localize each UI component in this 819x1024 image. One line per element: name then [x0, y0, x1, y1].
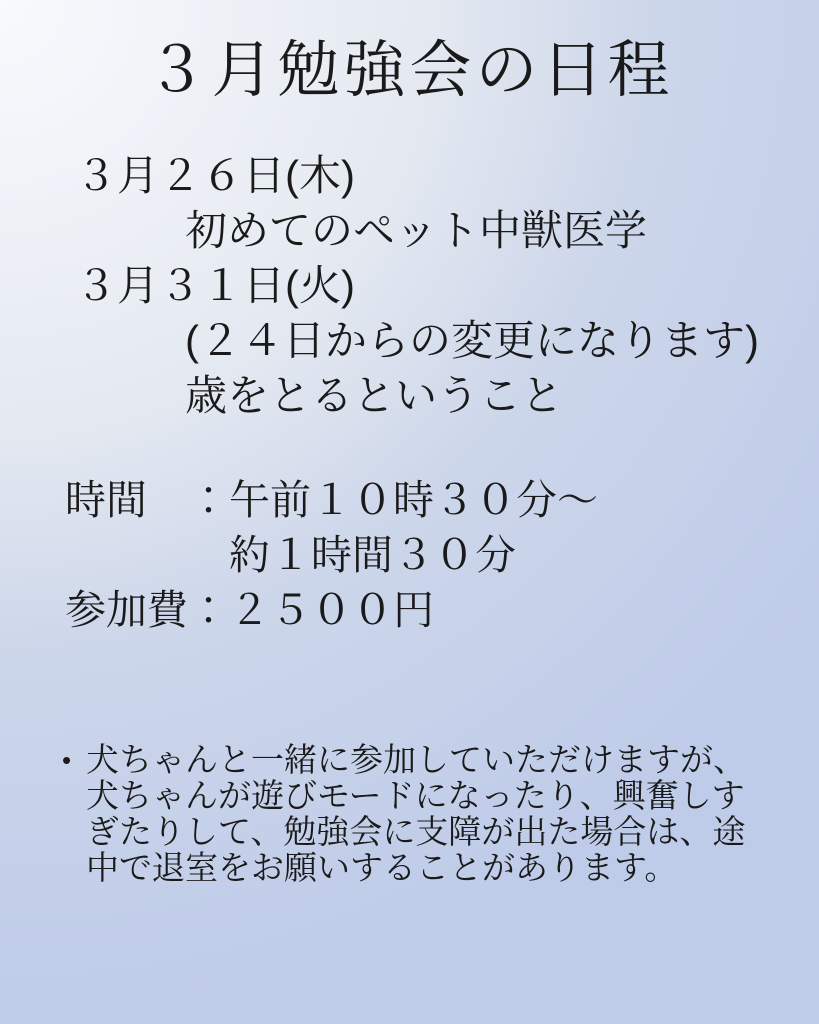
- dog-policy-note: [86, 742, 791, 886]
- event-2-date: ３月３１日(火): [75, 262, 355, 310]
- note-line-4: 中で退室をお願いすることがあります。: [86, 849, 678, 887]
- page-title: ３月勉強会の日程: [145, 36, 674, 105]
- note-line-3: ぎたりして、勉強会に支障が出た場合は、途: [86, 813, 746, 851]
- fee-line: 参加費：２５００円: [65, 587, 434, 634]
- details-section: [65, 473, 819, 638]
- event-1-topic: 初めてのペット中獣医学: [185, 207, 648, 255]
- event-1-date: ３月２６日(木): [75, 152, 355, 200]
- notes-section: [62, 742, 791, 886]
- note-line-2: 犬ちゃんが遊びモードになったり、興奮しす: [86, 777, 745, 815]
- time-line: 時間 ：午前１０時３０分～: [65, 477, 598, 524]
- schedule-section: [75, 148, 819, 423]
- duration-line: 約１時間３０分: [229, 532, 516, 579]
- event-2-change-note: (２４日からの変更になります): [185, 317, 759, 365]
- bullet-icon: •: [62, 745, 72, 776]
- event-2-topic: 歳をとるということ: [185, 372, 564, 420]
- note-line-1: 犬ちゃんと一緒に参加していただけますが、: [86, 741, 746, 779]
